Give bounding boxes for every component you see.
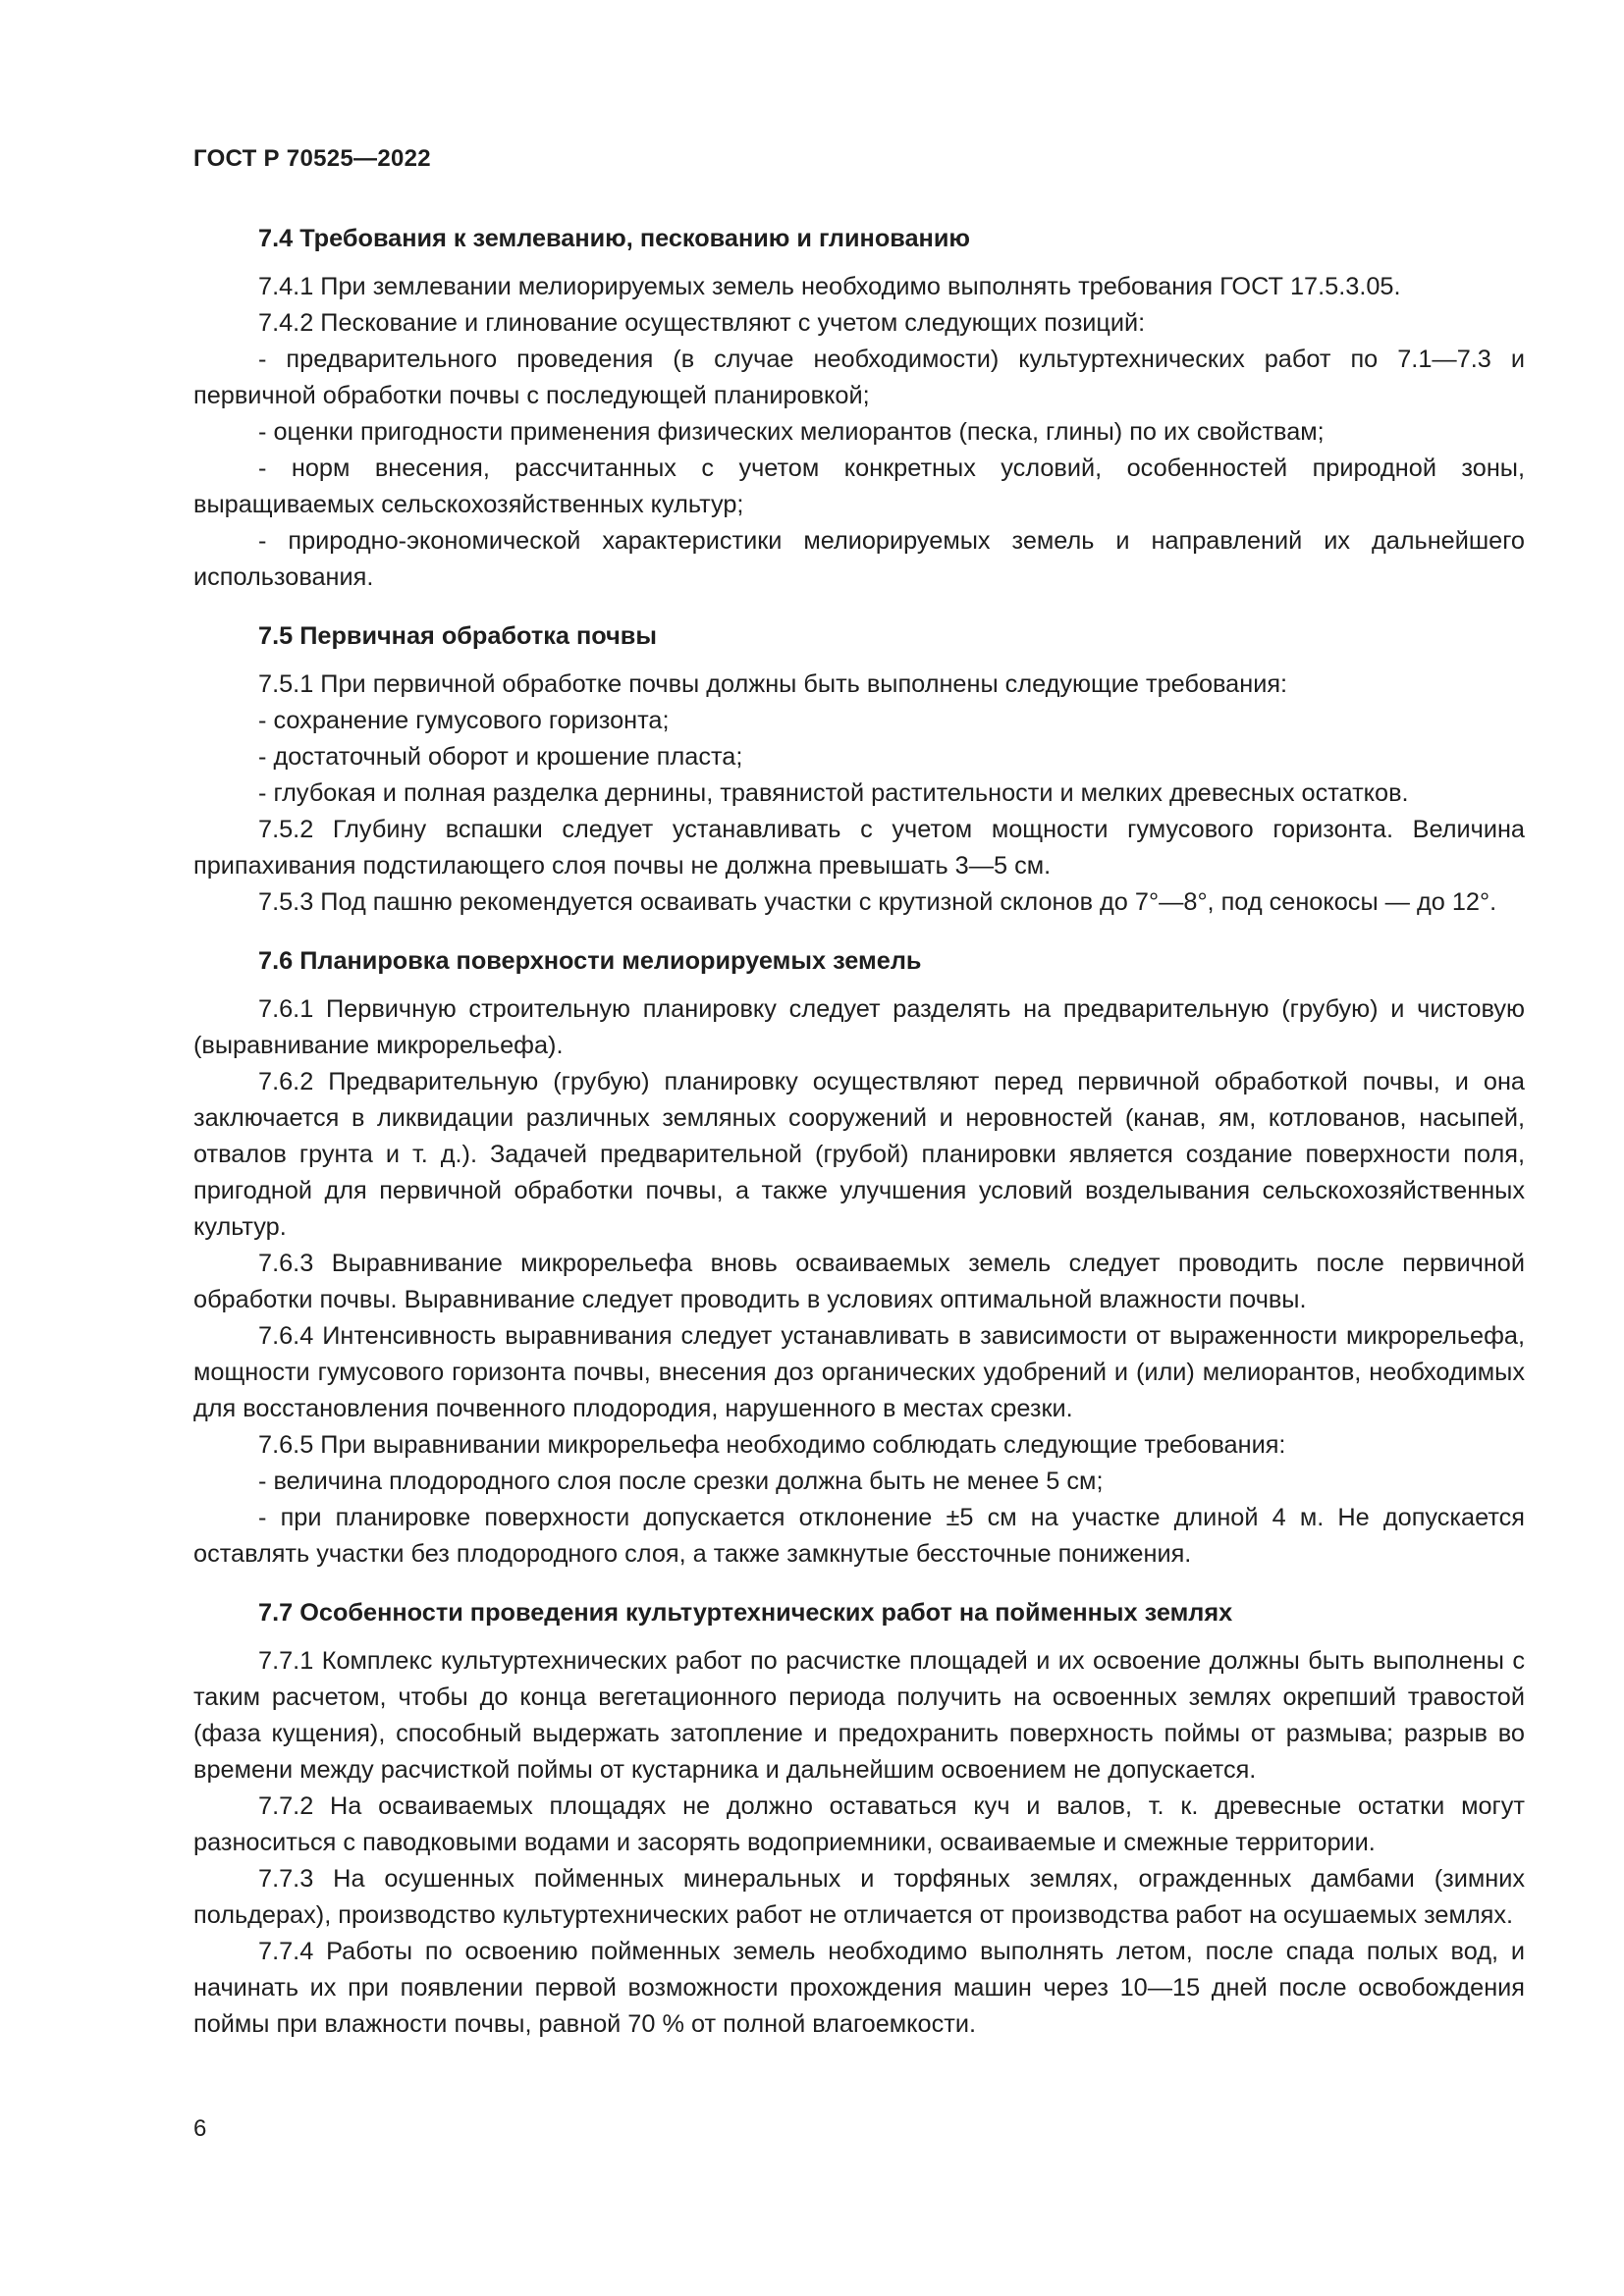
section-title-7-4: 7.4 Требования к землеванию, пескованию и глинованию	[258, 225, 970, 252]
list-item: - оценки пригодности применения физических мелиорантов (песка, глины) по их свойствам;	[258, 418, 1325, 446]
paragraph: 7.5.3 Под пашню рекомендуется осваивать участки с крутизной склонов до 7°—8°, под сенокосы — до 12°.	[258, 888, 1497, 916]
list-item: - достаточный оборот и крошение пласта;	[258, 743, 743, 771]
page-number: 6	[193, 2115, 207, 2142]
list-item: - при планировке поверхности допускается отклонение ±5 см на участке длиной 4 м. Не допускается оставлять участки без плодородного слоя, а также замкнутые бессточные понижения.	[193, 1504, 1525, 1568]
paragraph: 7.6.5 При выравнивании микрорельефа необходимо соблюдать следующие требования:	[258, 1431, 1286, 1459]
paragraph: 7.7.2 На осваиваемых площадях не должно оставаться куч и валов, т. к. древесные остатки могут разноситься с паводковыми водами и засорять водоприемники, осваиваемые и смежные территории.	[193, 1792, 1525, 1856]
list-item: - природно-экономической характеристики мелиорируемых земель и направлений их дальнейшего использования.	[193, 527, 1525, 591]
paragraph: 7.7.4 Работы по освоению пойменных земель необходимо выполнять летом, после спада полых вод, и начинать их при появлении первой возможности прохождения машин через 10—15 дней после освобождения поймы при влажности почвы, равной 70 % от полной влагоемкости.	[193, 1938, 1525, 2038]
list-item: - норм внесения, рассчитанных с учетом конкретных условий, особенностей природной зоны, выращиваемых сельскохозяйственных культур;	[193, 454, 1525, 518]
paragraph: 7.7.1 Комплекс культуртехнических работ по расчистке площадей и их освоение должны быть выполнены с таким расчетом, чтобы до конца вегетационного периода получить на освоенных землях окрепший травостой (фаза кущения), способный выдержать затопление и предохранить поверхность поймы от размыва; разрыв во времени между расчисткой поймы от кустарника и дальнейшим освоением не допускается.	[193, 1647, 1525, 1784]
document-header: ГОСТ Р 70525—2022	[193, 145, 431, 172]
section-title-7-6: 7.6 Планировка поверхности мелиорируемых земель	[258, 947, 922, 975]
list-item: - величина плодородного слоя после срезки должна быть не менее 5 см;	[258, 1468, 1104, 1495]
paragraph: 7.4.1 При землевании мелиорируемых земель необходимо выполнять требования ГОСТ 17.5.3.05.	[258, 273, 1401, 300]
document-body	[193, 221, 1525, 2043]
paragraph: 7.6.1 Первичную строительную планировку следует разделять на предварительную (грубую) и чистовую (выравнивание микрорельефа).	[193, 995, 1525, 1059]
paragraph: 7.6.2 Предварительную (грубую) планировку осуществляют перед первичной обработкой почвы, и она заключается в ликвидации различных земляных сооружений и неровностей (канав, ям, котлованов, насыпей, отвалов грунта и т. д.). Задачей предварительной (грубой) планировки является создание поверхности поля, пригодной для первичной обработки почвы, а также улучшения условий возделывания сельскохозяйственных культур.	[193, 1068, 1525, 1241]
paragraph: 7.5.2 Глубину вспашки следует устанавливать с учетом мощности гумусового горизонта. Величина припахивания подстилающего слоя почвы не должна превышать 3—5 см.	[193, 816, 1525, 880]
section-title-7-7: 7.7 Особенности проведения культуртехнических работ на пойменных землях	[258, 1599, 1233, 1627]
paragraph: 7.6.3 Выравнивание микрорельефа вновь осваиваемых земель следует проводить после первичной обработки почвы. Выравнивание следует проводить в условиях оптимальной влажности почвы.	[193, 1250, 1525, 1313]
list-item: - глубокая и полная разделка дернины, травянистой растительности и мелких древесных остатков.	[258, 779, 1409, 807]
paragraph: 7.7.3 На осушенных пойменных минеральных и торфяных землях, огражденных дамбами (зимних польдерах), производство культуртехнических работ не отличается от производства работ на осушаемых землях.	[193, 1865, 1525, 1929]
paragraph: 7.4.2 Пескование и глинование осуществляют с учетом следующих позиций:	[258, 309, 1146, 337]
list-item: - предварительного проведения (в случае необходимости) культуртехнических работ по 7.1—7.3 и первичной обработки почвы с последующей планировкой;	[193, 346, 1525, 409]
section-title-7-5: 7.5 Первичная обработка почвы	[258, 622, 657, 650]
list-item: - сохранение гумусового горизонта;	[258, 707, 670, 734]
paragraph: 7.6.4 Интенсивность выравнивания следует устанавливать в зависимости от выраженности микрорельефа, мощности гумусового горизонта почвы, внесения доз органических удобрений и (или) мелиорантов, необходимых для восстановления почвенного плодородия, нарушенного в местах срезки.	[193, 1322, 1525, 1422]
paragraph: 7.5.1 При первичной обработке почвы должны быть выполнены следующие требования:	[258, 670, 1288, 698]
